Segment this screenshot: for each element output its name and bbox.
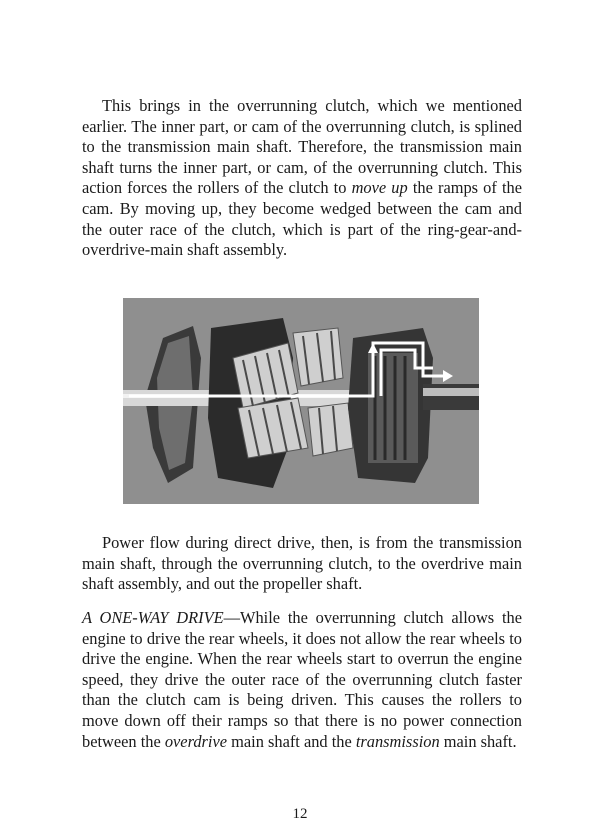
paragraph-3-body-1: While the overrunning clutch allows the engine to drive the rear wheels, it does not allow the rear wheels to drive the engine. When the rear wheels start to overrun the engine speed, they drive the outer race of the overrunning clutch faster than the clutch cam is being driven. This causes the rollers to move down off their ramps so that there is no power connection between the <box>82 608 522 751</box>
paragraph-2-text: Power flow during direct drive, then, is from the transmission main shaft, through the overrunning clutch, to the overdrive main shaft assembly, and out the propeller shaft. <box>82 533 522 594</box>
paragraph-3-emphasis-2: transmission <box>355 731 440 751</box>
paragraph-1-block <box>82 96 522 261</box>
paragraph-1-emphasis: move up <box>351 178 408 198</box>
paragraph-3-emphasis-1: overdrive <box>164 731 228 751</box>
heading-dash: — <box>223 608 240 627</box>
paragraph-1-start: This brings in the overrunning clutch, which we mentioned earlier. The inner part, or cam of the overrunning clutch, is splined to the transmission main shaft. Therefore, the transmission main shaft turns the inner part, or cam, of the overrunning clutch. This action forces the rollers of the clutch to <box>82 96 522 198</box>
paragraph-1-end: the ramps of the cam. By moving up, they become wedged between the cam and the outer race of the clutch, which is part of the ring-gear-and-overdrive-main shaft assembly. <box>82 178 522 260</box>
page-number: 12 <box>292 806 308 822</box>
paragraph-3-body-2: main shaft and the <box>227 731 356 751</box>
paragraph-2 <box>82 533 522 595</box>
section-heading: A ONE-WAY DRIVE <box>82 608 224 627</box>
paragraph-3-body-3: main shaft. <box>439 731 517 751</box>
paragraph-3-block <box>82 608 522 752</box>
overdrive-cutaway-illustration-icon <box>123 298 479 504</box>
paragraph-2-block <box>82 533 522 595</box>
overdrive-cutaway-illustration <box>123 298 479 504</box>
paragraph-3 <box>82 608 522 752</box>
paragraph-1 <box>82 96 522 261</box>
